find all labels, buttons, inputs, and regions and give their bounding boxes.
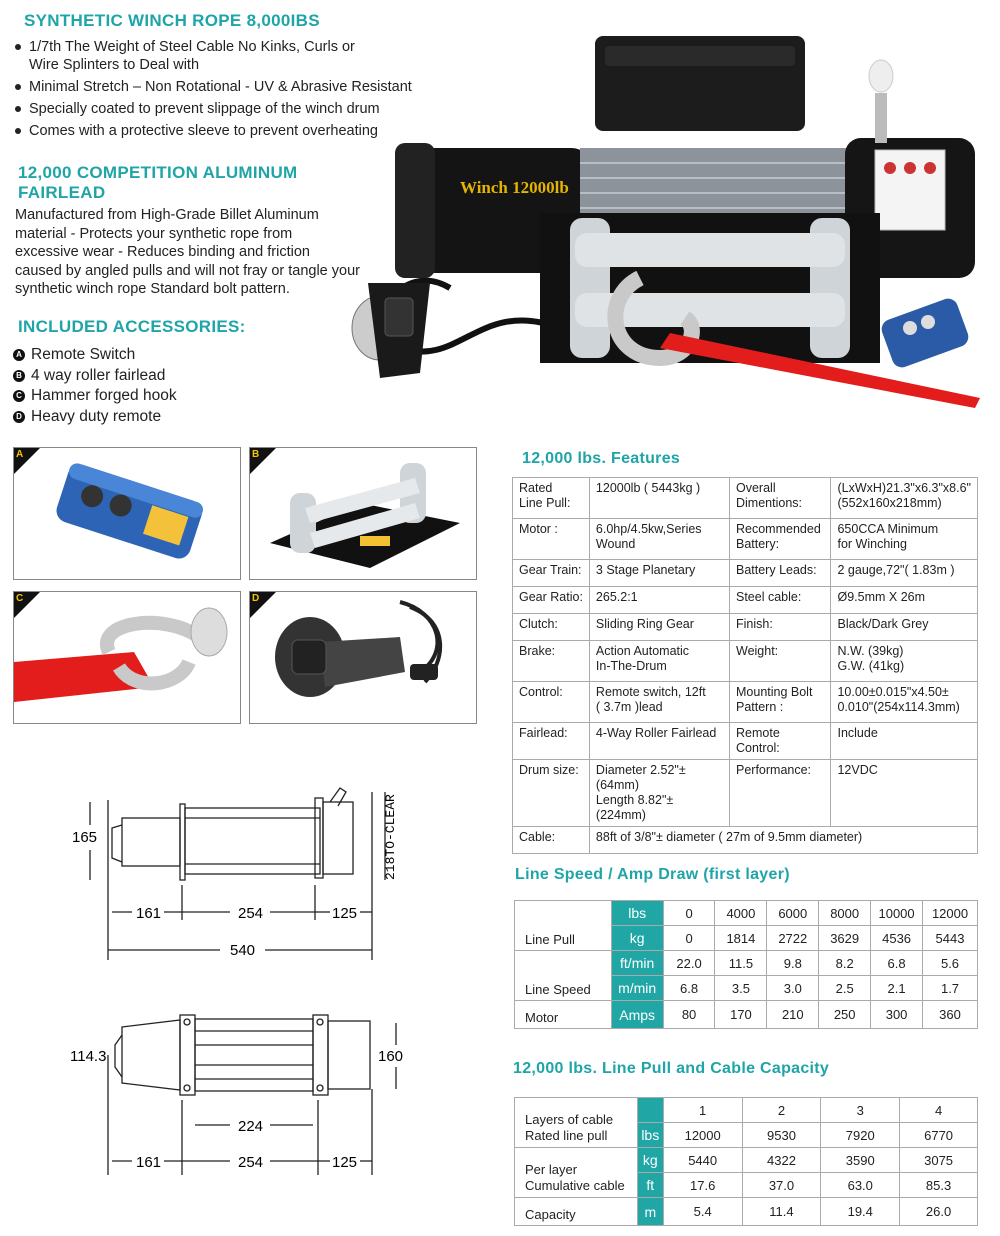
rope-bullet: Comes with a protective sleeve to prevent overheating: [15, 122, 415, 140]
feature-label: Drum size:: [513, 760, 590, 827]
dim-161: 161: [136, 905, 162, 922]
value-cell: 360: [923, 1001, 978, 1029]
unit-cell: kg: [637, 1148, 663, 1173]
photo-tag: B: [252, 449, 260, 460]
unit-cell: m/min: [611, 976, 663, 1001]
feature-label: Gear Ratio:: [513, 587, 590, 614]
feature-value: 650CCA Minimum for Winching: [831, 519, 978, 560]
header-cell: 1: [663, 1098, 742, 1123]
photo-fairlead: [249, 447, 477, 580]
value-cell: 11.5: [715, 951, 767, 976]
value-cell: 3.0: [767, 976, 819, 1001]
features-table: [512, 477, 978, 854]
feature-value: 3 Stage Planetary: [589, 560, 729, 587]
feature-value: Sliding Ring Gear: [589, 614, 729, 641]
accessory-item: [13, 407, 177, 428]
speed-title: Line Speed / Amp Draw (first layer): [515, 866, 790, 883]
feature-row: [513, 560, 978, 587]
feature-label: Motor :: [513, 519, 590, 560]
desc-line: material - Protects your synthetic rope from: [15, 225, 293, 242]
value-cell: 5.6: [923, 951, 978, 976]
accessory-label: Remote Switch: [31, 346, 136, 363]
accessory-label: Hammer forged hook: [31, 387, 177, 404]
photo-tag: D: [252, 593, 260, 604]
dim-160: 160: [378, 1048, 404, 1065]
unit-cell: [637, 1098, 663, 1123]
value-cell: 3.5: [715, 976, 767, 1001]
accessories-title: INCLUDED ACCESSORIES:: [18, 317, 246, 336]
heavy-remote-icon: [250, 592, 476, 723]
feature-value: 6.0hp/4.5kw,Series Wound: [589, 519, 729, 560]
value-cell: 2.1: [871, 976, 923, 1001]
feature-label: Fairlead:: [513, 723, 590, 760]
value-cell: 6.8: [871, 951, 923, 976]
value-cell: 5440: [663, 1148, 742, 1173]
value-cell: 250: [819, 1001, 871, 1029]
feature-label: Overall Dimentions:: [730, 478, 831, 519]
motor-label: Motor: [515, 1001, 612, 1029]
value-cell: 7920: [821, 1123, 900, 1148]
value-cell: 2722: [767, 926, 819, 951]
value-cell: 4000: [715, 901, 767, 926]
value-cell: 8000: [819, 901, 871, 926]
per-layer-label: [515, 1148, 638, 1198]
blue-remote-icon: [879, 296, 971, 370]
feature-row: [513, 641, 978, 682]
table-row: [515, 1198, 978, 1226]
unit-cell: kg: [611, 926, 663, 951]
value-cell: 22.0: [663, 951, 715, 976]
value-cell: 12000: [663, 1123, 742, 1148]
feature-value: (LxWxH)21.3"x6.3"x8.6" (552x160x218mm): [831, 478, 978, 519]
feature-label: Rated Line Pull:: [513, 478, 590, 519]
photo-tag: C: [16, 593, 24, 604]
feature-label: Cable:: [513, 827, 590, 854]
header-cell: 2: [742, 1098, 821, 1123]
feature-value: N.W. (39kg) G.W. (41kg): [831, 641, 978, 682]
value-cell: 0: [663, 901, 715, 926]
feature-row: [513, 478, 978, 519]
feature-label: Steel cable:: [730, 587, 831, 614]
value-cell: 12000: [923, 901, 978, 926]
label-line: Per layer: [525, 1162, 578, 1177]
feature-row: [513, 519, 978, 560]
desc-line: caused by angled pulls and will not fray or tangle your: [15, 262, 360, 279]
feature-label: Recommended Battery:: [730, 519, 831, 560]
dim-114: 114.3: [70, 1048, 107, 1065]
label-line: Layers of cable: [525, 1112, 614, 1127]
value-cell: 0: [663, 926, 715, 951]
feature-label: Performance:: [730, 760, 831, 827]
unit-cell: Amps: [611, 1001, 663, 1029]
value-cell: 19.4: [821, 1198, 900, 1226]
value-cell: 3075: [900, 1148, 978, 1173]
value-cell: 5.4: [663, 1198, 742, 1226]
feature-value: 265.2:1: [589, 587, 729, 614]
unit-cell: ft: [637, 1173, 663, 1198]
feature-label: Mounting Bolt Pattern :: [730, 682, 831, 723]
roller-fairlead-icon: [250, 448, 476, 579]
value-cell: 9.8: [767, 951, 819, 976]
feature-label: Brake:: [513, 641, 590, 682]
dim-254: 254: [238, 1154, 264, 1171]
value-cell: 11.4: [742, 1198, 821, 1226]
accessory-letter: A: [13, 349, 25, 361]
side-view-drawing: [60, 780, 420, 980]
fairlead-title-line2: FAIRLEAD: [18, 183, 106, 202]
value-cell: 26.0: [900, 1198, 978, 1226]
fairlead-description: [15, 206, 395, 299]
feature-value: Ø9.5mm X 26m: [831, 587, 978, 614]
feature-label: Weight:: [730, 641, 831, 682]
feature-row: [513, 760, 978, 827]
value-cell: 170: [715, 1001, 767, 1029]
accessory-label: Heavy duty remote: [31, 407, 162, 425]
feature-value: 88ft of 3/8"± diameter ( 27m of 9.5mm diameter): [589, 827, 977, 854]
value-cell: 6770: [900, 1123, 978, 1148]
layers-label: [515, 1098, 638, 1148]
value-cell: 1814: [715, 926, 767, 951]
feature-value: Include: [831, 723, 978, 760]
label-line: Cumulative cable: [525, 1178, 625, 1193]
feature-value: 2 gauge,72"( 1.83m ): [831, 560, 978, 587]
value-cell: 3590: [821, 1148, 900, 1173]
drum-label: Winch 12000lb: [460, 178, 569, 197]
accessory-label: 4 way roller fairlead: [31, 366, 166, 384]
desc-line: Manufactured from High-Grade Billet Aluminum: [15, 207, 319, 223]
feature-value: 12000lb ( 5443kg ): [589, 478, 729, 519]
value-cell: 80: [663, 1001, 715, 1029]
table-row: [515, 1001, 978, 1029]
rope-bullet: Specially coated to prevent slippage of the winch drum: [15, 100, 415, 118]
feature-row: [513, 587, 978, 614]
dim-125: 125: [332, 905, 358, 922]
feature-row: [513, 614, 978, 641]
dim-540: 540: [230, 942, 256, 959]
table-row: [515, 1148, 978, 1173]
feature-label: Finish:: [730, 614, 831, 641]
rope-bullet: 1/7th The Weight of Steel Cable No Kinks, Curls or Wire Splinters to Deal with: [15, 38, 369, 74]
accessory-letter: C: [13, 390, 25, 402]
capacity-title: 12,000 lbs. Line Pull and Cable Capacity: [513, 1060, 830, 1077]
value-cell: 8.2: [819, 951, 871, 976]
features-title: 12,000 lbs. Features: [522, 450, 681, 467]
value-cell: 5443: [923, 926, 978, 951]
capacity-label: Capacity: [515, 1198, 638, 1226]
feature-label: Gear Train:: [513, 560, 590, 587]
feature-row: [513, 723, 978, 760]
value-cell: 6.8: [663, 976, 715, 1001]
value-cell: 9530: [742, 1123, 821, 1148]
line-pull-label: Line Pull: [515, 901, 612, 951]
photo-hook: [13, 591, 241, 724]
rope-bullet: Minimal Stretch – Non Rotational - UV & Abrasive Resistant: [15, 78, 415, 96]
unit-cell: ft/min: [611, 951, 663, 976]
remote-controller-icon: [352, 283, 430, 378]
value-cell: 4536: [871, 926, 923, 951]
dim-161: 161: [136, 1154, 162, 1171]
value-cell: 3629: [819, 926, 871, 951]
line-speed-label: Line Speed: [515, 951, 612, 1001]
feature-value: 4-Way Roller Fairlead: [589, 723, 729, 760]
dim-height: 165: [72, 829, 98, 846]
photo-tag: A: [16, 449, 24, 460]
value-cell: 300: [871, 1001, 923, 1029]
feature-label: Clutch:: [513, 614, 590, 641]
table-row: [515, 1098, 978, 1123]
top-view-drawing: [60, 1005, 420, 1185]
winch-hero-image: [340, 28, 990, 418]
value-cell: 10000: [871, 901, 923, 926]
dim-clearance: 218TO-CLEAR: [383, 794, 398, 880]
value-cell: 6000: [767, 901, 819, 926]
feature-value: 12VDC: [831, 760, 978, 827]
remote-switch-icon: [14, 448, 240, 579]
feature-value: Remote switch, 12ft ( 3.7m )lead: [589, 682, 729, 723]
dim-224: 224: [238, 1118, 264, 1135]
feature-label: Control:: [513, 682, 590, 723]
value-cell: 1.7: [923, 976, 978, 1001]
accessory-letter: D: [13, 411, 25, 423]
table-row: [515, 901, 978, 926]
forged-hook-icon: [14, 592, 240, 723]
unit-cell: lbs: [637, 1123, 663, 1148]
header-cell: 3: [821, 1098, 900, 1123]
feature-value: Action Automatic In-The-Drum: [589, 641, 729, 682]
feature-row-cable: [513, 827, 978, 854]
unit-cell: m: [637, 1198, 663, 1226]
feature-value: Diameter 2.52"±(64mm) Length 8.82"±(224mm): [589, 760, 729, 827]
accessory-item: [13, 386, 177, 407]
value-cell: 37.0: [742, 1173, 821, 1198]
photo-heavy-remote: [249, 591, 477, 724]
desc-line: synthetic winch rope Standard bolt pattern.: [15, 281, 290, 297]
accessory-letter: B: [13, 370, 25, 382]
capacity-table: [514, 1097, 978, 1226]
accessory-item: [13, 345, 177, 366]
feature-label: Battery Leads:: [730, 560, 831, 587]
photo-remote-switch: [13, 447, 241, 580]
fairlead-title: [18, 163, 298, 203]
accessory-item: [13, 366, 177, 387]
value-cell: 2.5: [819, 976, 871, 1001]
speed-table: [514, 900, 978, 1029]
dim-254: 254: [238, 905, 264, 922]
value-cell: 63.0: [821, 1173, 900, 1198]
feature-label: Remote Control:: [730, 723, 831, 760]
value-cell: 85.3: [900, 1173, 978, 1198]
feature-value: Black/Dark Grey: [831, 614, 978, 641]
feature-row: [513, 682, 978, 723]
header-cell: 4: [900, 1098, 978, 1123]
unit-cell: lbs: [611, 901, 663, 926]
label-line: Rated line pull: [525, 1128, 608, 1143]
desc-line: excessive wear - Reduces binding and friction: [15, 244, 310, 260]
value-cell: 4322: [742, 1148, 821, 1173]
table-row: [515, 951, 978, 976]
feature-value: 10.00±0.015"x4.50± 0.010"(254x114.3mm): [831, 682, 978, 723]
value-cell: 210: [767, 1001, 819, 1029]
fairlead-title-line1: 12,000 COMPETITION ALUMINUM: [18, 163, 298, 182]
rope-title: SYNTHETIC WINCH ROPE 8,000IBS: [24, 11, 320, 30]
dim-125: 125: [332, 1154, 358, 1171]
value-cell: 17.6: [663, 1173, 742, 1198]
accessories-list: [13, 345, 177, 427]
